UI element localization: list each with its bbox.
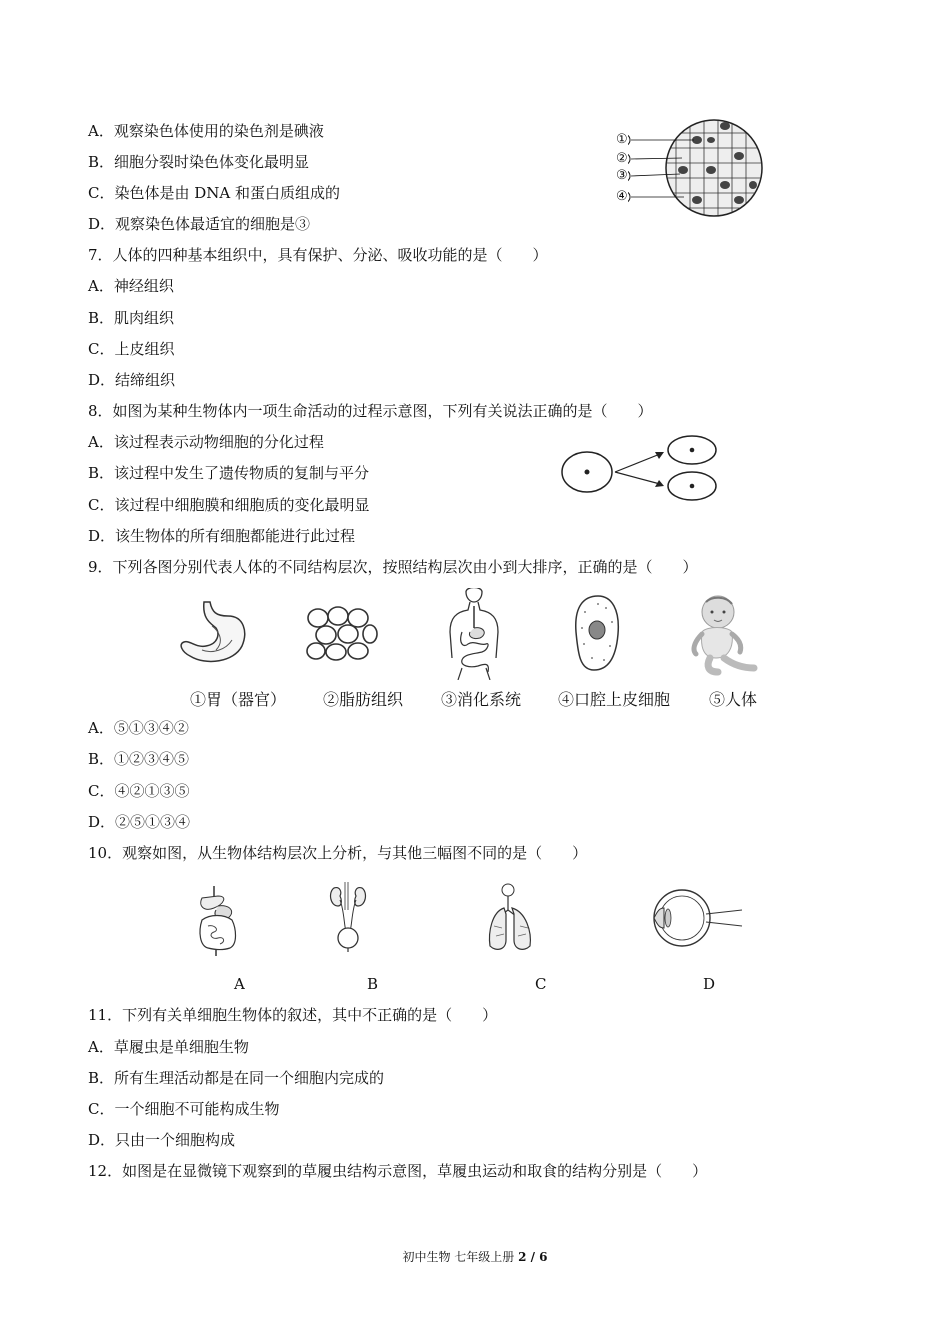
fat-tissue-icon xyxy=(306,604,378,662)
q9-option-b: B．①②③④⑤ xyxy=(88,750,190,768)
caption-digestive-system: ③消化系统 xyxy=(441,690,522,709)
q10-label-d: D xyxy=(703,975,716,993)
q7-option-a: A．神经组织 xyxy=(88,277,174,295)
stomach-icon xyxy=(172,598,252,670)
q9-stem: 9．下列各图分别代表人体的不同结构层次，按照结构层次由小到大排序，正确的是（ ） xyxy=(88,558,698,576)
q10-stem: 10．观察如图，从生物体结构层次上分析，与其他三幅图不同的是（ ） xyxy=(88,844,588,862)
cell-division-figure xyxy=(560,432,725,502)
caption-stomach: ①胃（器官） xyxy=(190,690,287,709)
q11-option-d: D．只由一个细胞构成 xyxy=(88,1131,236,1149)
q6-option-c: C．染色体是由 DNA 和蛋白质组成的 xyxy=(88,184,340,202)
footer-text: 初中生物 七年级上册 xyxy=(402,1250,519,1264)
q10-label-c: C xyxy=(535,975,547,993)
q7-option-c: C．上皮组织 xyxy=(88,340,175,358)
q11-option-a: A．草履虫是单细胞生物 xyxy=(88,1038,249,1056)
fig-label-2: ② xyxy=(616,151,628,166)
digestive-organs-icon xyxy=(194,884,240,956)
q6-option-a: A．观察染色体使用的染色剂是碘液 xyxy=(88,122,324,140)
q10-label-b: B xyxy=(367,975,379,993)
q7-option-d: D．结缔组织 xyxy=(88,371,176,389)
q11-option-b: B．所有生理活动都是在同一个细胞内完成的 xyxy=(88,1069,385,1087)
q9-option-d: D．②⑤①③④ xyxy=(88,813,191,831)
q6-option-b: B．细胞分裂时染色体变化最明显 xyxy=(88,153,310,171)
q8-option-a: A．该过程表示动物细胞的分化过程 xyxy=(88,433,324,451)
fig-label-1: ① xyxy=(616,132,628,147)
page-number: 2 / 6 xyxy=(518,1250,548,1264)
q8-option-b: B．该过程中发生了遗传物质的复制与平分 xyxy=(88,464,370,482)
q11-stem: 11．下列有关单细胞生物体的叙述，其中不正确的是（ ） xyxy=(88,1006,498,1024)
page-footer xyxy=(0,1248,950,1265)
caption-fat-tissue: ②脂肪组织 xyxy=(323,690,404,709)
q6-option-d: D．观察染色体最适宜的细胞是③ xyxy=(88,215,311,233)
urinary-organs-icon xyxy=(328,880,368,952)
q9-option-a: A．⑤①③④② xyxy=(88,719,189,737)
baby-icon xyxy=(688,592,760,676)
respiratory-organs-icon xyxy=(486,882,536,954)
q8-option-d: D．该生物体的所有细胞都能进行此过程 xyxy=(88,527,356,545)
q7-option-b: B．肌肉组织 xyxy=(88,309,175,327)
epithelial-cell-icon xyxy=(570,592,622,672)
root-tip-cells-figure xyxy=(614,118,764,218)
q12-stem: 12．如图是在显微镜下观察到的草履虫结构示意图，草履虫运动和取食的结构分别是（ ） xyxy=(88,1162,708,1180)
fig-label-3: ③ xyxy=(616,168,628,183)
q8-stem: 8．如图为某种生物体内一项生命活动的过程示意图，下列有关说法正确的是（ ） xyxy=(88,402,653,420)
q11-option-c: C．一个细胞不可能构成生物 xyxy=(88,1100,280,1118)
fig-label-4: ④ xyxy=(616,189,628,204)
digestive-system-icon xyxy=(444,588,504,680)
q8-option-c: C．该过程中细胞膜和细胞质的变化最明显 xyxy=(88,496,370,514)
caption-human-body: ⑤人体 xyxy=(709,690,758,709)
caption-epithelial-cell: ④口腔上皮细胞 xyxy=(558,690,671,709)
q9-option-c: C．④②①③⑤ xyxy=(88,782,190,800)
q7-stem: 7．人体的四种基本组织中，具有保护、分泌、吸收功能的是（ ） xyxy=(88,246,548,264)
q10-label-a: A xyxy=(234,975,245,993)
eye-icon xyxy=(644,886,744,950)
